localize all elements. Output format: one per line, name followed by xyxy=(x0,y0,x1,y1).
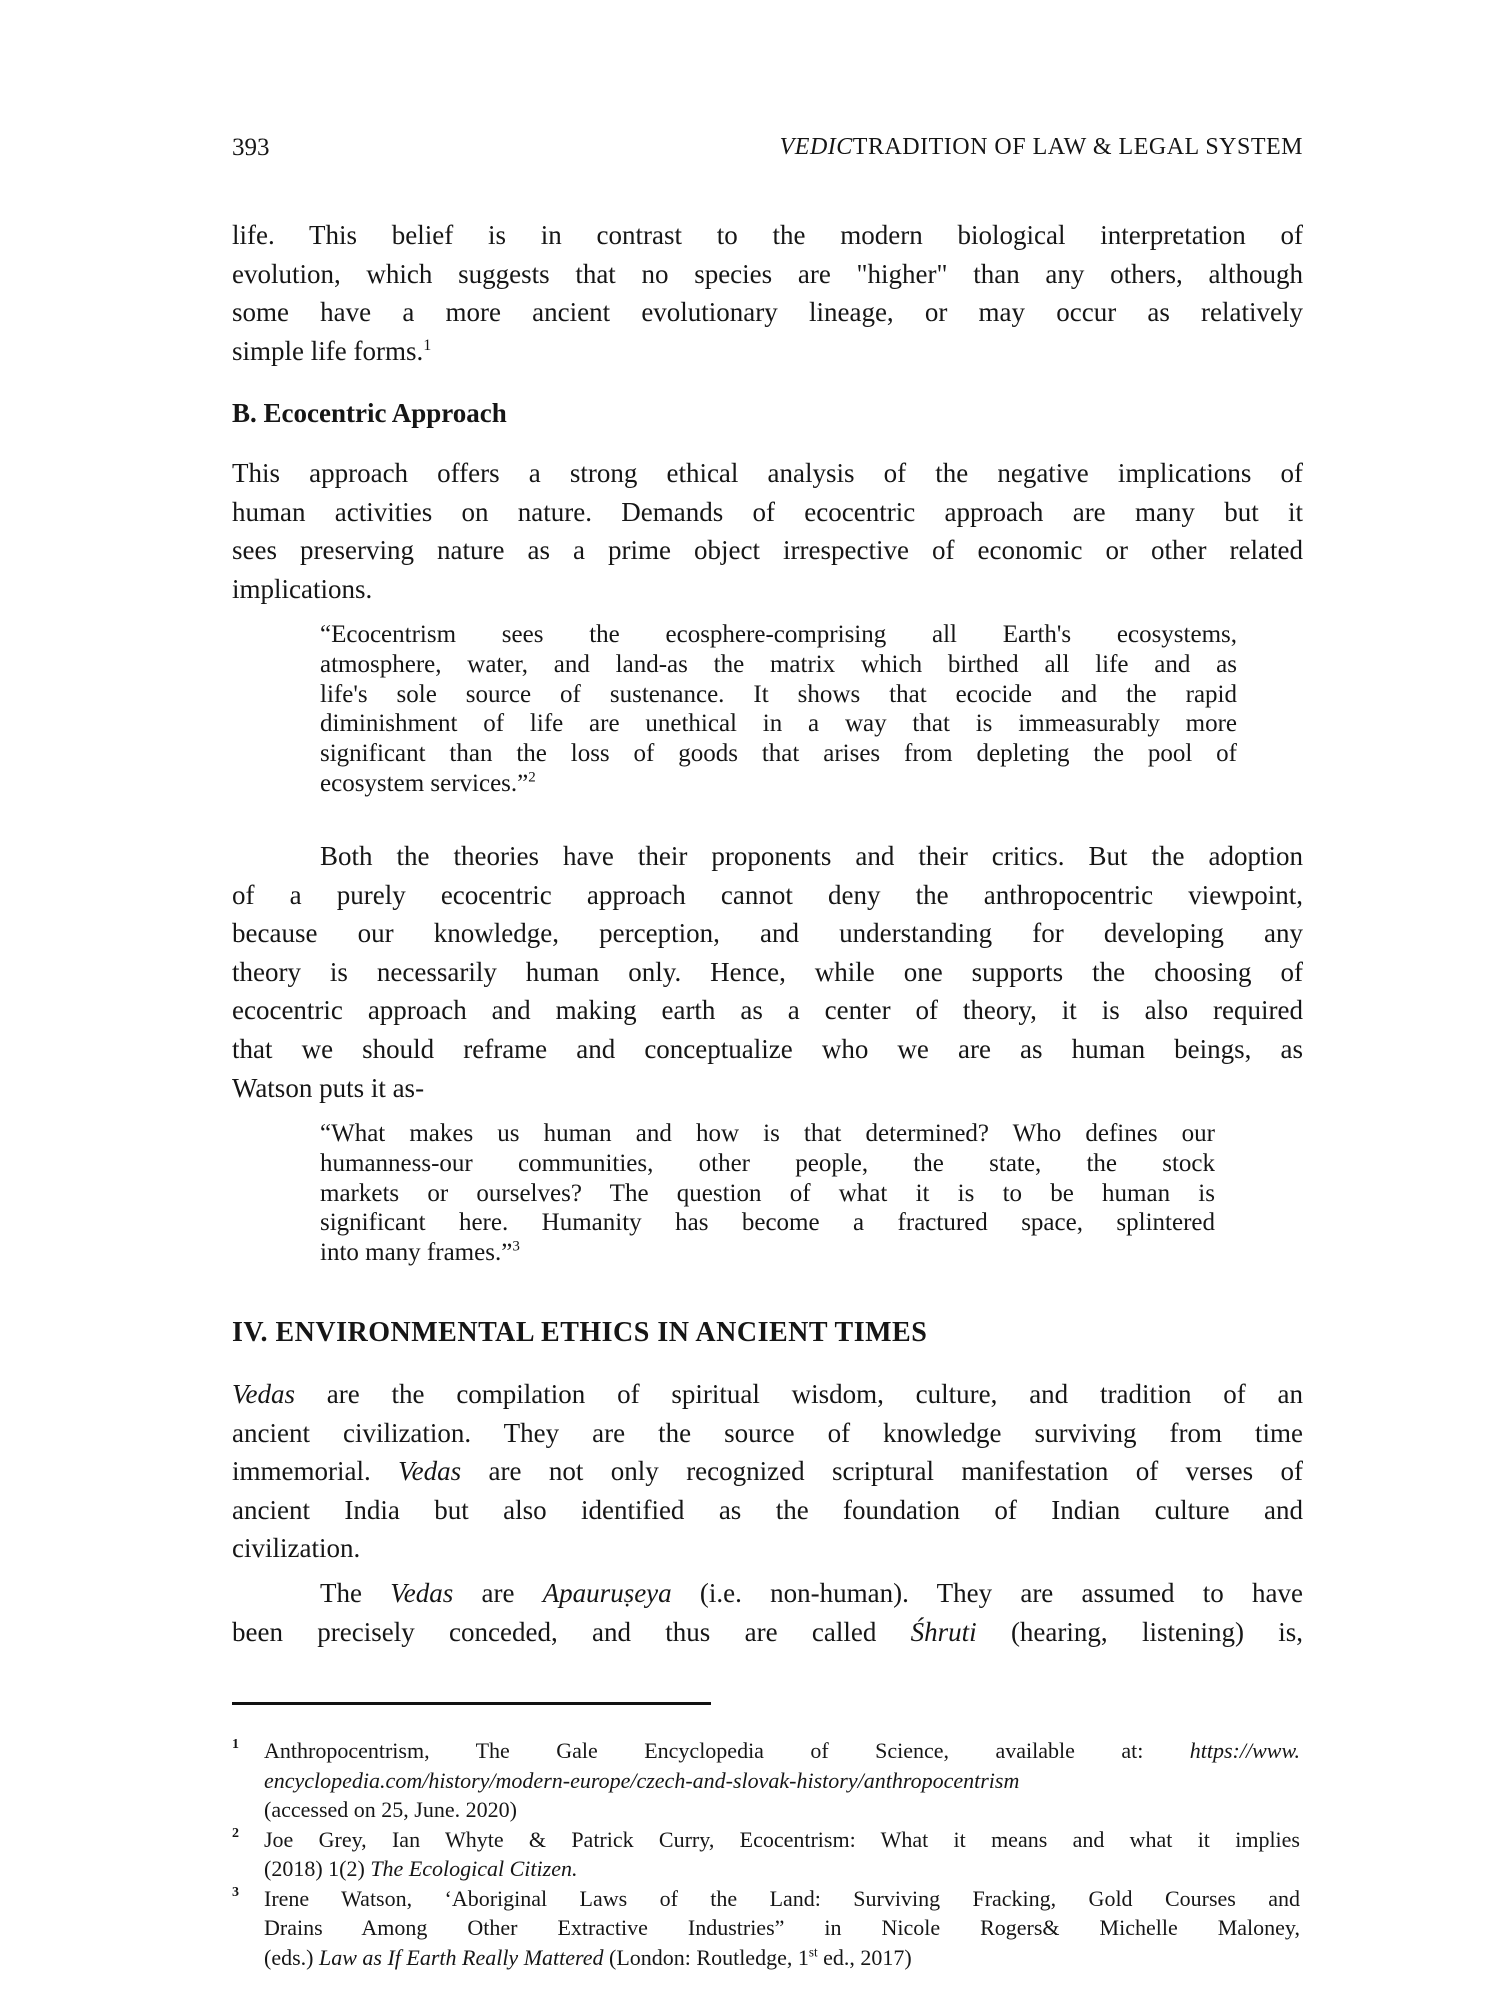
footnote-line xyxy=(264,1913,1300,1943)
text-line xyxy=(320,709,1237,739)
footnote-line xyxy=(264,1766,1300,1796)
text-run: (accessed on 25, June. 2020) xyxy=(264,1797,517,1822)
footnote-line xyxy=(264,1825,1300,1855)
text-run: markets or ourselves? The question of what it is to be human is xyxy=(320,1179,1215,1207)
text-run: Anthropocentrism, The Gale Encyclopedia of Science, available at: xyxy=(264,1738,1190,1763)
paragraph-life-forms xyxy=(232,216,1303,370)
text-run: Watson puts it as- xyxy=(232,1072,425,1103)
italic-text: Vedas xyxy=(232,1379,295,1409)
text-run: been precisely conceded, and thus are called xyxy=(232,1616,911,1647)
footnote xyxy=(232,1825,1300,1884)
text-line xyxy=(232,1574,1303,1613)
text-line xyxy=(232,1529,1303,1568)
text-line xyxy=(232,1491,1303,1530)
text-run: significant here. Humanity has become a fractured space, splintered xyxy=(320,1209,1215,1237)
paragraph-both-theories xyxy=(232,837,1303,1107)
running-title-text: TRADITION OF LAW & LEGAL SYSTEM xyxy=(852,134,1303,160)
text-line xyxy=(320,650,1237,680)
text-run: life. This belief is in contrast to the modern biological interpretation of xyxy=(232,220,1303,250)
text-run: ancient civilization. They are the source of knowledge surviving from time xyxy=(232,1417,1303,1448)
footnote-reference: st xyxy=(808,1944,818,1960)
text-run: implications. xyxy=(232,573,373,604)
footnote xyxy=(232,1884,1300,1973)
text-run: Irene Watson, ‘Aboriginal Laws of the Land: Surviving Fracking, Gold Courses and xyxy=(264,1885,1300,1911)
page-number: 393 xyxy=(232,134,270,161)
text-run: sees preserving nature as a prime object irrespective of economic or other related xyxy=(232,535,1303,566)
text-line xyxy=(232,454,1303,493)
text-run: (i.e. non-human). They are assumed to have xyxy=(671,1578,1303,1608)
text-run: significant than the loss of goods that arises from depleting the pool of xyxy=(320,740,1237,768)
footnote-line xyxy=(264,1736,1300,1766)
text-run: human activities on nature. Demands of ecocentric approach are many but it xyxy=(232,496,1303,527)
italic-text: Vedas xyxy=(398,1456,462,1487)
section-heading-ecocentric: B. Ecocentric Approach xyxy=(232,398,507,428)
text-run: (hearing, listening) is, xyxy=(976,1616,1303,1647)
text-run: humanness-our communities, other people, the state, the stock xyxy=(320,1149,1215,1177)
text-line xyxy=(232,255,1303,294)
footnote-line xyxy=(264,1943,1300,1973)
text-line xyxy=(232,493,1303,532)
paragraph-ecocentric-approach xyxy=(232,454,1303,608)
italic-text: Apauruṣeya xyxy=(542,1578,672,1608)
italic-text: Law as If Earth Really Mattered xyxy=(318,1944,604,1970)
paragraph-vedas-compilation xyxy=(232,1375,1303,1568)
text-run: diminishment of life are unethical in a way that is immeasurably more xyxy=(320,710,1237,738)
text-run: life's sole source of sustenance. It shows that ecocide and the rapid xyxy=(320,680,1237,708)
text-run: The xyxy=(320,1578,391,1608)
text-run: civilization. xyxy=(232,1533,361,1564)
text-line xyxy=(232,1069,1303,1108)
text-line xyxy=(320,769,1237,799)
footnote-number: 3 xyxy=(232,1884,239,1900)
text-run: because our knowledge, perception, and understanding for developing any xyxy=(232,918,1303,949)
text-line xyxy=(232,1375,1303,1414)
text-run: into many frames.” xyxy=(320,1239,513,1267)
italic-text: The Ecological Citizen. xyxy=(370,1856,578,1881)
text-run: ed., 2017) xyxy=(817,1944,912,1970)
running-title-italic: VEDIC xyxy=(779,134,853,160)
text-run: (2018) 1(2) xyxy=(264,1856,371,1881)
text-line xyxy=(320,1238,1215,1268)
text-run: ecosystem services.” xyxy=(320,769,529,797)
block-quote-watson xyxy=(320,1119,1215,1268)
text-line xyxy=(320,1149,1215,1179)
text-run: (eds.) xyxy=(264,1944,319,1970)
text-run: “Ecocentrism sees the ecosphere-comprising all Earth's ecosystems, xyxy=(320,621,1237,648)
text-line xyxy=(232,1414,1303,1453)
text-line xyxy=(232,531,1303,570)
footnote-number: 1 xyxy=(232,1737,239,1752)
text-line xyxy=(232,1030,1303,1069)
text-line xyxy=(232,991,1303,1030)
text-line xyxy=(232,837,1303,876)
text-line xyxy=(320,680,1237,710)
text-line xyxy=(320,1119,1215,1149)
text-line xyxy=(320,1179,1215,1209)
text-line xyxy=(232,216,1303,255)
text-run: (London: Routledge, 1 xyxy=(603,1944,809,1970)
block-quote-ecocentrism xyxy=(320,620,1237,799)
italic-text: encyclopedia.com/history/modern-europe/czech-and-slovak-history/anthropocentrism xyxy=(264,1767,1020,1793)
text-run: Drains Among Other Extractive Industries” in Nicole Rogers& Michelle Maloney, xyxy=(264,1915,1300,1940)
footnote-reference: 2 xyxy=(528,769,536,786)
text-run: some have a more ancient evolutionary lineage, or may occur as relatively xyxy=(232,297,1303,328)
text-run: immemorial. xyxy=(232,1456,399,1487)
footnote xyxy=(232,1736,1300,1825)
text-run: that we should reframe and conceptualize who we are as human beings, as xyxy=(232,1033,1303,1064)
text-run: ancient India but also identified as the foundation of Indian culture and xyxy=(232,1494,1303,1525)
running-title xyxy=(780,134,1303,161)
text-run: of a purely ecocentric approach cannot deny the anthropocentric viewpoint, xyxy=(232,879,1303,910)
text-run: are the compilation of spiritual wisdom, culture, and tradition of an xyxy=(295,1379,1303,1409)
text-run: Both the theories have their proponents and their critics. But the adoption xyxy=(320,841,1303,871)
text-line xyxy=(232,1613,1303,1652)
italic-text: https://www. xyxy=(1189,1738,1300,1763)
italic-text: Śhruti xyxy=(910,1616,977,1647)
text-line xyxy=(232,293,1303,332)
section-heading-environmental-ethics: IV. ENVIRONMENTAL ETHICS IN ANCIENT TIMES xyxy=(232,1317,928,1348)
text-run: are not only recognized scriptural manifestation of verses of xyxy=(461,1456,1304,1487)
text-line xyxy=(232,1452,1303,1491)
footnote-line xyxy=(264,1854,1300,1884)
text-run: evolution, which suggests that no species are "higher" than any others, although xyxy=(232,258,1303,289)
footnote-reference: 1 xyxy=(423,335,432,354)
text-run: atmosphere, water, and land-as the matrix which birthed all life and as xyxy=(320,650,1237,678)
text-line xyxy=(320,1208,1215,1238)
text-line xyxy=(232,953,1303,992)
footnote-number: 2 xyxy=(232,1825,239,1841)
text-line xyxy=(232,876,1303,915)
text-run: “What makes us human and how is that determined? Who defines our xyxy=(320,1120,1215,1147)
footnote-line xyxy=(264,1795,1300,1825)
text-run: simple life forms. xyxy=(232,335,424,366)
text-line xyxy=(320,739,1237,769)
text-run: Joe Grey, Ian Whyte & Patrick Curry, Ecocentrism: What it means and what it implies xyxy=(264,1826,1300,1852)
footnote-reference: 3 xyxy=(512,1238,520,1255)
text-run: are xyxy=(453,1578,543,1608)
footnotes xyxy=(232,1736,1300,1972)
text-run: This approach offers a strong ethical analysis of the negative implications of xyxy=(232,458,1303,488)
paragraph-vedas-apauruseya xyxy=(232,1574,1303,1651)
text-line xyxy=(320,620,1237,650)
text-line xyxy=(232,332,1303,371)
footnote-line xyxy=(264,1884,1300,1914)
text-line xyxy=(232,914,1303,953)
text-run: ecocentric approach and making earth as a center of theory, it is also required xyxy=(232,995,1303,1026)
footnote-divider xyxy=(232,1702,711,1705)
text-line xyxy=(232,570,1303,609)
text-run: theory is necessarily human only. Hence, while one supports the choosing of xyxy=(232,956,1303,987)
italic-text: Vedas xyxy=(390,1578,454,1608)
